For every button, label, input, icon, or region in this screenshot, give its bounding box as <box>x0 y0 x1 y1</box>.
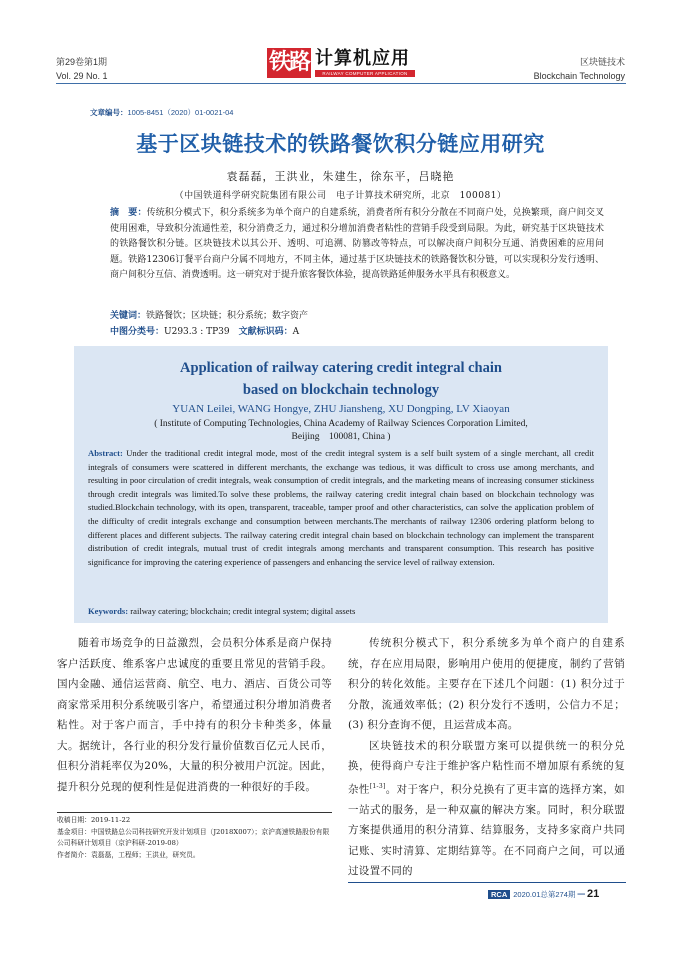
keywords-en <box>88 606 594 616</box>
citation-ref: [1-3] <box>369 782 386 790</box>
footnote-divider <box>57 812 332 813</box>
body-paragraph: 随着市场竞争的日益激烈，会员积分体系是商户保持客户活跃度、维系客户忠诚度的重要且常见的营销手段。国内金融、通信运营商、航空、电力、酒店、百货公司等商家常采用积分系统吸引客户，希望通过积分增加消费者粘性。对于客户而言，手中持有的积分卡种类多，体量大。据统计，各行业的积分发行量价值数百亿元人民币，但积分消耗率仅为20%，大量的积分被用户沉淀。因此，提升积分兑现的便利性是促进消费的一种很好的手段。 <box>57 637 332 793</box>
affiliation-en-line1: ( Institute of Computing Technologies, China Academy of Railway Sciences Corporation Limited, <box>154 419 528 429</box>
keywords-cn <box>110 309 604 324</box>
article-number-value: 1005-8451（2020）01-0021-04 <box>127 108 234 117</box>
footnote-fund: 基金项目：中国铁路总公司科技研究开发计划项目（J2018X007）；京沪高速铁路股份有限公司科研计划项目（京沪科研-2019-08） <box>57 827 330 847</box>
keywords-cn-label: 关键词： <box>110 311 147 321</box>
abstract-en-label: Abstract: <box>88 448 123 458</box>
section-en: Blockchain Technology <box>533 71 625 81</box>
paper-title-cn: 基于区块链技术的铁路餐饮积分链应用研究 <box>136 132 545 156</box>
abstract-en-text: Under the traditional credit integral mode, most of the credit integral system is a self built system of a single merchant, all credit integrals of consumers were scattered in different merchants, the exchange was tedious, it was difficult to cross use among merchants, and resulting in poor circulation of credit integrals, weak consumption of credit integrals, and the marketing means of increasing consumer stickiness through credit integrals was limited.To solve these problems, the railway catering credit integral chain based on blockchain technology was studied.Blockchain technology, with its open, transparent, traceable, tamper proof and other characteristics, can solve the application problem of the difficulty of credit integrals exchange and consumption between merchants.The merchants of railway 12306 ordering platform belong to different places and different subjects. The railway catering credit integral chain based on blockchain technology can implement the transparent distribution of credit integrals, mutual trust of credit integrals among merchants and transparent consumption. This research has positive significance for improving the catering experience of passengers and enhancing the service level of railway extension. <box>88 448 594 567</box>
body-left-column <box>57 633 332 797</box>
clc-value: U293.3 : TP39 <box>164 327 230 337</box>
keywords-en-text: railway catering; blockchain; credit integral system; digital assets <box>130 606 356 616</box>
page-number: 21 <box>587 888 600 900</box>
header-divider <box>56 83 626 84</box>
body-right-column <box>348 633 625 882</box>
abstract-cn <box>110 206 604 284</box>
classification-cn <box>110 325 604 340</box>
rca-badge: RCA <box>488 890 510 899</box>
title-en-line1: Application of railway catering credit integral chain <box>180 360 502 376</box>
authors-en: YUAN Leilei, WANG Hongye, ZHU Jiansheng, XU Dongping, LV Xiaoyan <box>172 403 510 415</box>
affiliation-en <box>74 418 608 443</box>
logo-mark: 铁路 <box>267 48 311 78</box>
logo-subtitle: RAILWAY COMPUTER APPLICATION <box>315 70 415 77</box>
journal-logo <box>267 48 417 78</box>
footnote <box>57 815 332 861</box>
article-number-label: 文章编号： <box>90 108 128 117</box>
doc-code-value: A <box>292 327 300 337</box>
doc-code-label: 文献标识码： <box>238 327 293 337</box>
page-footer: RCA 2020.01总第274期 ━ 21 <box>488 888 599 900</box>
authors-cn: 袁磊磊，王洪业，朱建生，徐东平，吕晓艳 <box>226 170 455 183</box>
footer-divider <box>348 882 626 883</box>
logo-title: 计算机应用 <box>315 48 410 69</box>
footnote-received: 收稿日期：2019-11-22 <box>57 816 131 824</box>
title-en-line2: based on blockchain technology <box>242 382 440 398</box>
body-text: 区块链技术的积分联盟方案可以提供统一的积分兑换，使得商户专注于维护客户粘性而不增加原有系统的复杂性 <box>348 739 625 795</box>
body-paragraph <box>348 736 625 882</box>
paper-title-en <box>74 357 608 401</box>
section-label <box>534 55 625 83</box>
article-number <box>90 107 233 118</box>
affiliation-en-line2: Beijing 100081, China ) <box>291 431 391 442</box>
footnote-author: 作者简介：袁磊磊，工程师；王洪业，研究员。 <box>57 850 200 859</box>
abstract-cn-text: 传统积分模式下，积分系统多为单个商户的自建系统，消费者所有积分分散在不同商户处，兑换繁琐，商户间交叉使用困难，导致积分流通性差，积分消费乏力，通过积分增加消费者粘性的营销手段受到局限。为此，研究基于区块链技术的铁路餐饮积分链。区块链技术以其公开、透明、可追溯、防篡改等特点，可以解决商户间积分互通、消费困难的应用问题。铁路12306订餐平台商户分属不同地方，不同主体，通过基于区块链技术的铁路餐饮积分链，可以实现积分发行透明、商户间积分互信、消费透明。这一研究对于提升旅客餐饮体验，提高铁路延伸服务水平具有积极意义。 <box>110 208 604 280</box>
keywords-en-label: Keywords: <box>88 606 129 616</box>
abstract-en <box>88 447 594 569</box>
keywords-cn-text: 铁路餐饮；区块链；积分系统；数字资产 <box>146 311 309 321</box>
journal-volume <box>56 55 108 83</box>
volume-en: Vol. 29 No. 1 <box>56 71 108 81</box>
abstract-cn-label: 摘 要： <box>110 208 147 218</box>
body-text: 。对于客户，积分兑换有了更丰富的选择方案，如一站式的服务，是一种双赢的解决方案。同时，积分联盟方案提供通用的积分清算、结算服务，支持多家商户共同记账、实时清算、定期结算等。在不同商户之间，可以通过设置不同的 <box>348 783 625 877</box>
clc-label: 中图分类号： <box>110 327 165 337</box>
affiliation-cn: （中国铁道科学研究院集团有限公司 电子计算技术研究所，北京 100081） <box>174 191 507 201</box>
issue-info: 2020.01总第274期 <box>513 890 576 899</box>
body-paragraph: 传统积分模式下，积分系统多为单个商户的自建系统，存在应用局限，影响用户使用的便捷度，制约了营销积分的转化效能。主要存在下述几个问题：(1) 积分过于分散，流通效率低；(2) 积分发行不透明，公信力不足；(3) 积分查询不便，且运营成本高。 <box>348 637 625 731</box>
section-cn: 区块链技术 <box>579 57 625 67</box>
volume-cn: 第29卷第1期 <box>56 57 108 67</box>
